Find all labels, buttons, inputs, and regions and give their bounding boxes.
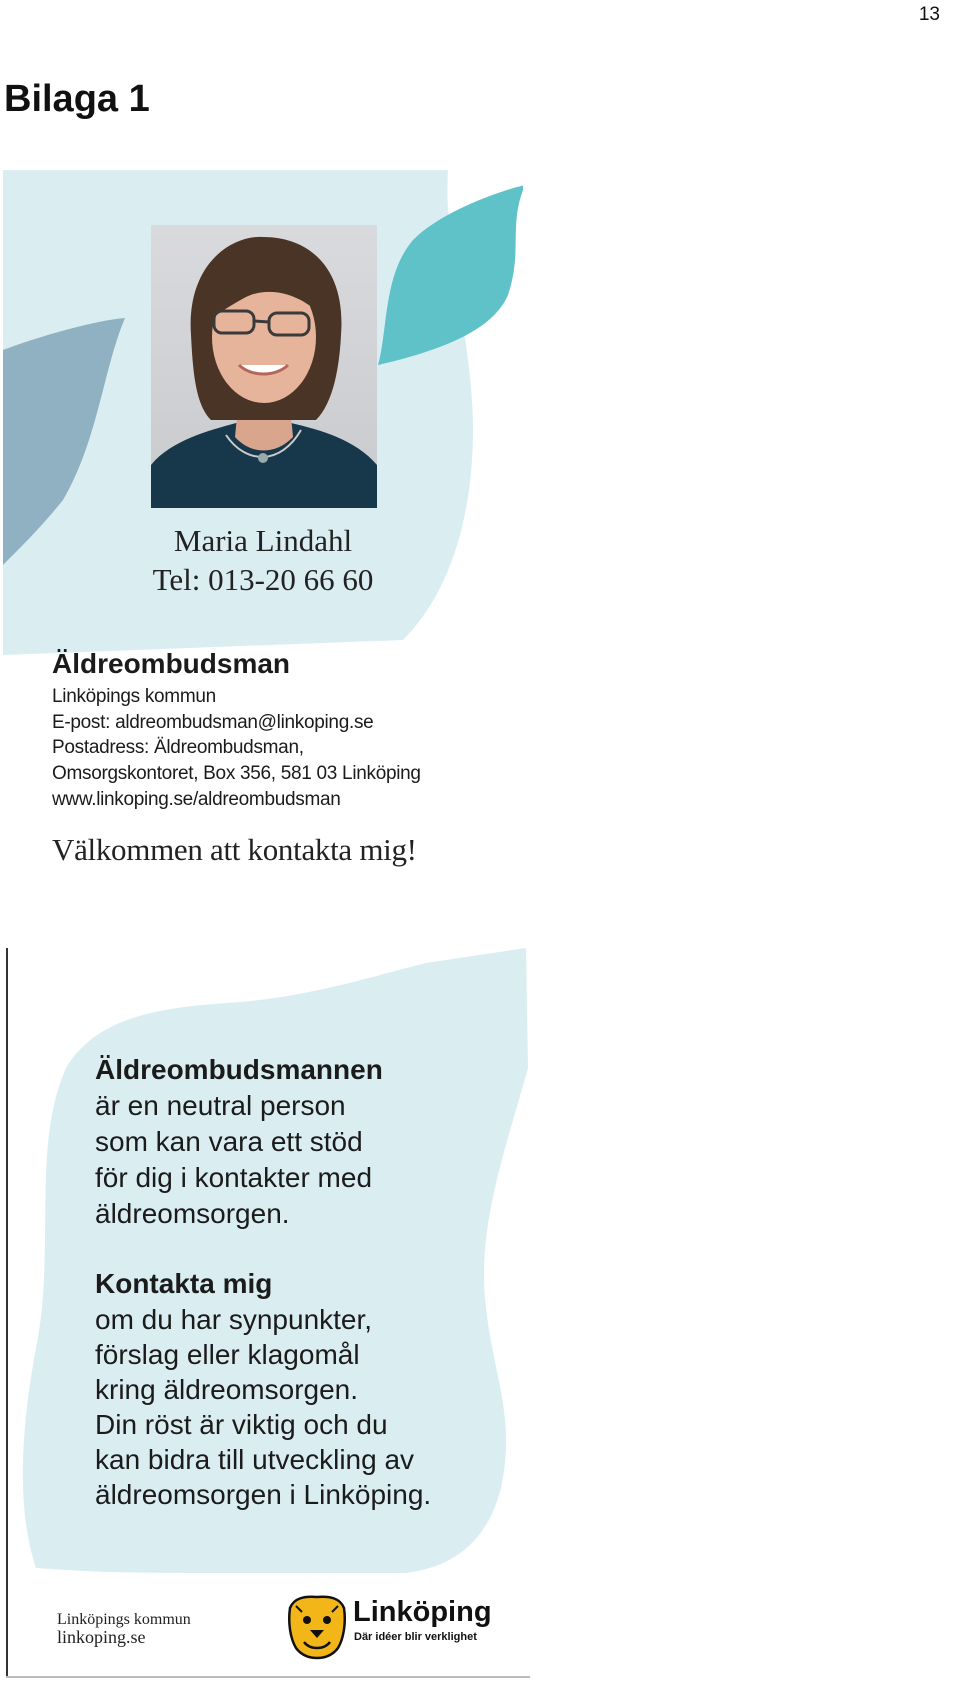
text-line: äldreomsorgen i Linköping. [95, 1479, 432, 1510]
person-name: Maria Lindahl [173, 523, 353, 558]
text-line: är en neutral person [95, 1090, 346, 1121]
footer-website: linkoping.se [57, 1627, 146, 1647]
brand-name: Linköping [353, 1596, 492, 1628]
page-heading: Bilaga 1 [4, 78, 150, 120]
card-left-border [6, 948, 8, 1678]
portrait-photo [151, 225, 377, 508]
info-card [6, 948, 530, 1678]
card-bottom-border [6, 1676, 530, 1678]
text-line: som kan vara ett stöd [95, 1126, 363, 1157]
brand-slogan: Där idéer blir verklighet [354, 1631, 477, 1643]
website-line: www.linkoping.se/aldreombudsman [52, 789, 341, 810]
text-line: äldreomsorgen. [95, 1198, 290, 1229]
section-title-contact: Kontakta mig [95, 1268, 273, 1299]
business-card [3, 170, 523, 870]
postal-address-line: Postadress: Äldreombudsman, [52, 737, 304, 758]
welcome-text: Välkommen att kontakta mig! [52, 832, 417, 867]
role-title: Äldreombudsman [52, 648, 291, 679]
lion-logo-icon [286, 1594, 348, 1660]
text-line: kan bidra till utveckling av [95, 1444, 415, 1475]
email-line: E-post: aldreombudsman@linkoping.se [52, 712, 374, 733]
text-line: kring äldreomsorgen. [95, 1374, 359, 1405]
text-line: Din röst är viktig och du [95, 1409, 388, 1440]
text-line: för dig i kontakter med [95, 1162, 373, 1193]
page-number: 13 [918, 4, 940, 25]
text-line: förslag eller klagomål [95, 1339, 360, 1370]
phone-number: Tel: 013-20 66 60 [152, 562, 374, 597]
organization-line: Linköpings kommun [52, 686, 216, 707]
postal-address-line-2: Omsorgskontoret, Box 356, 581 03 Linköping [52, 763, 421, 784]
footer-organization: Linköpings kommun [57, 1611, 191, 1628]
text-line: om du har synpunkter, [95, 1304, 373, 1335]
section-title-ombudsman: Äldreombudsmannen [95, 1054, 383, 1085]
